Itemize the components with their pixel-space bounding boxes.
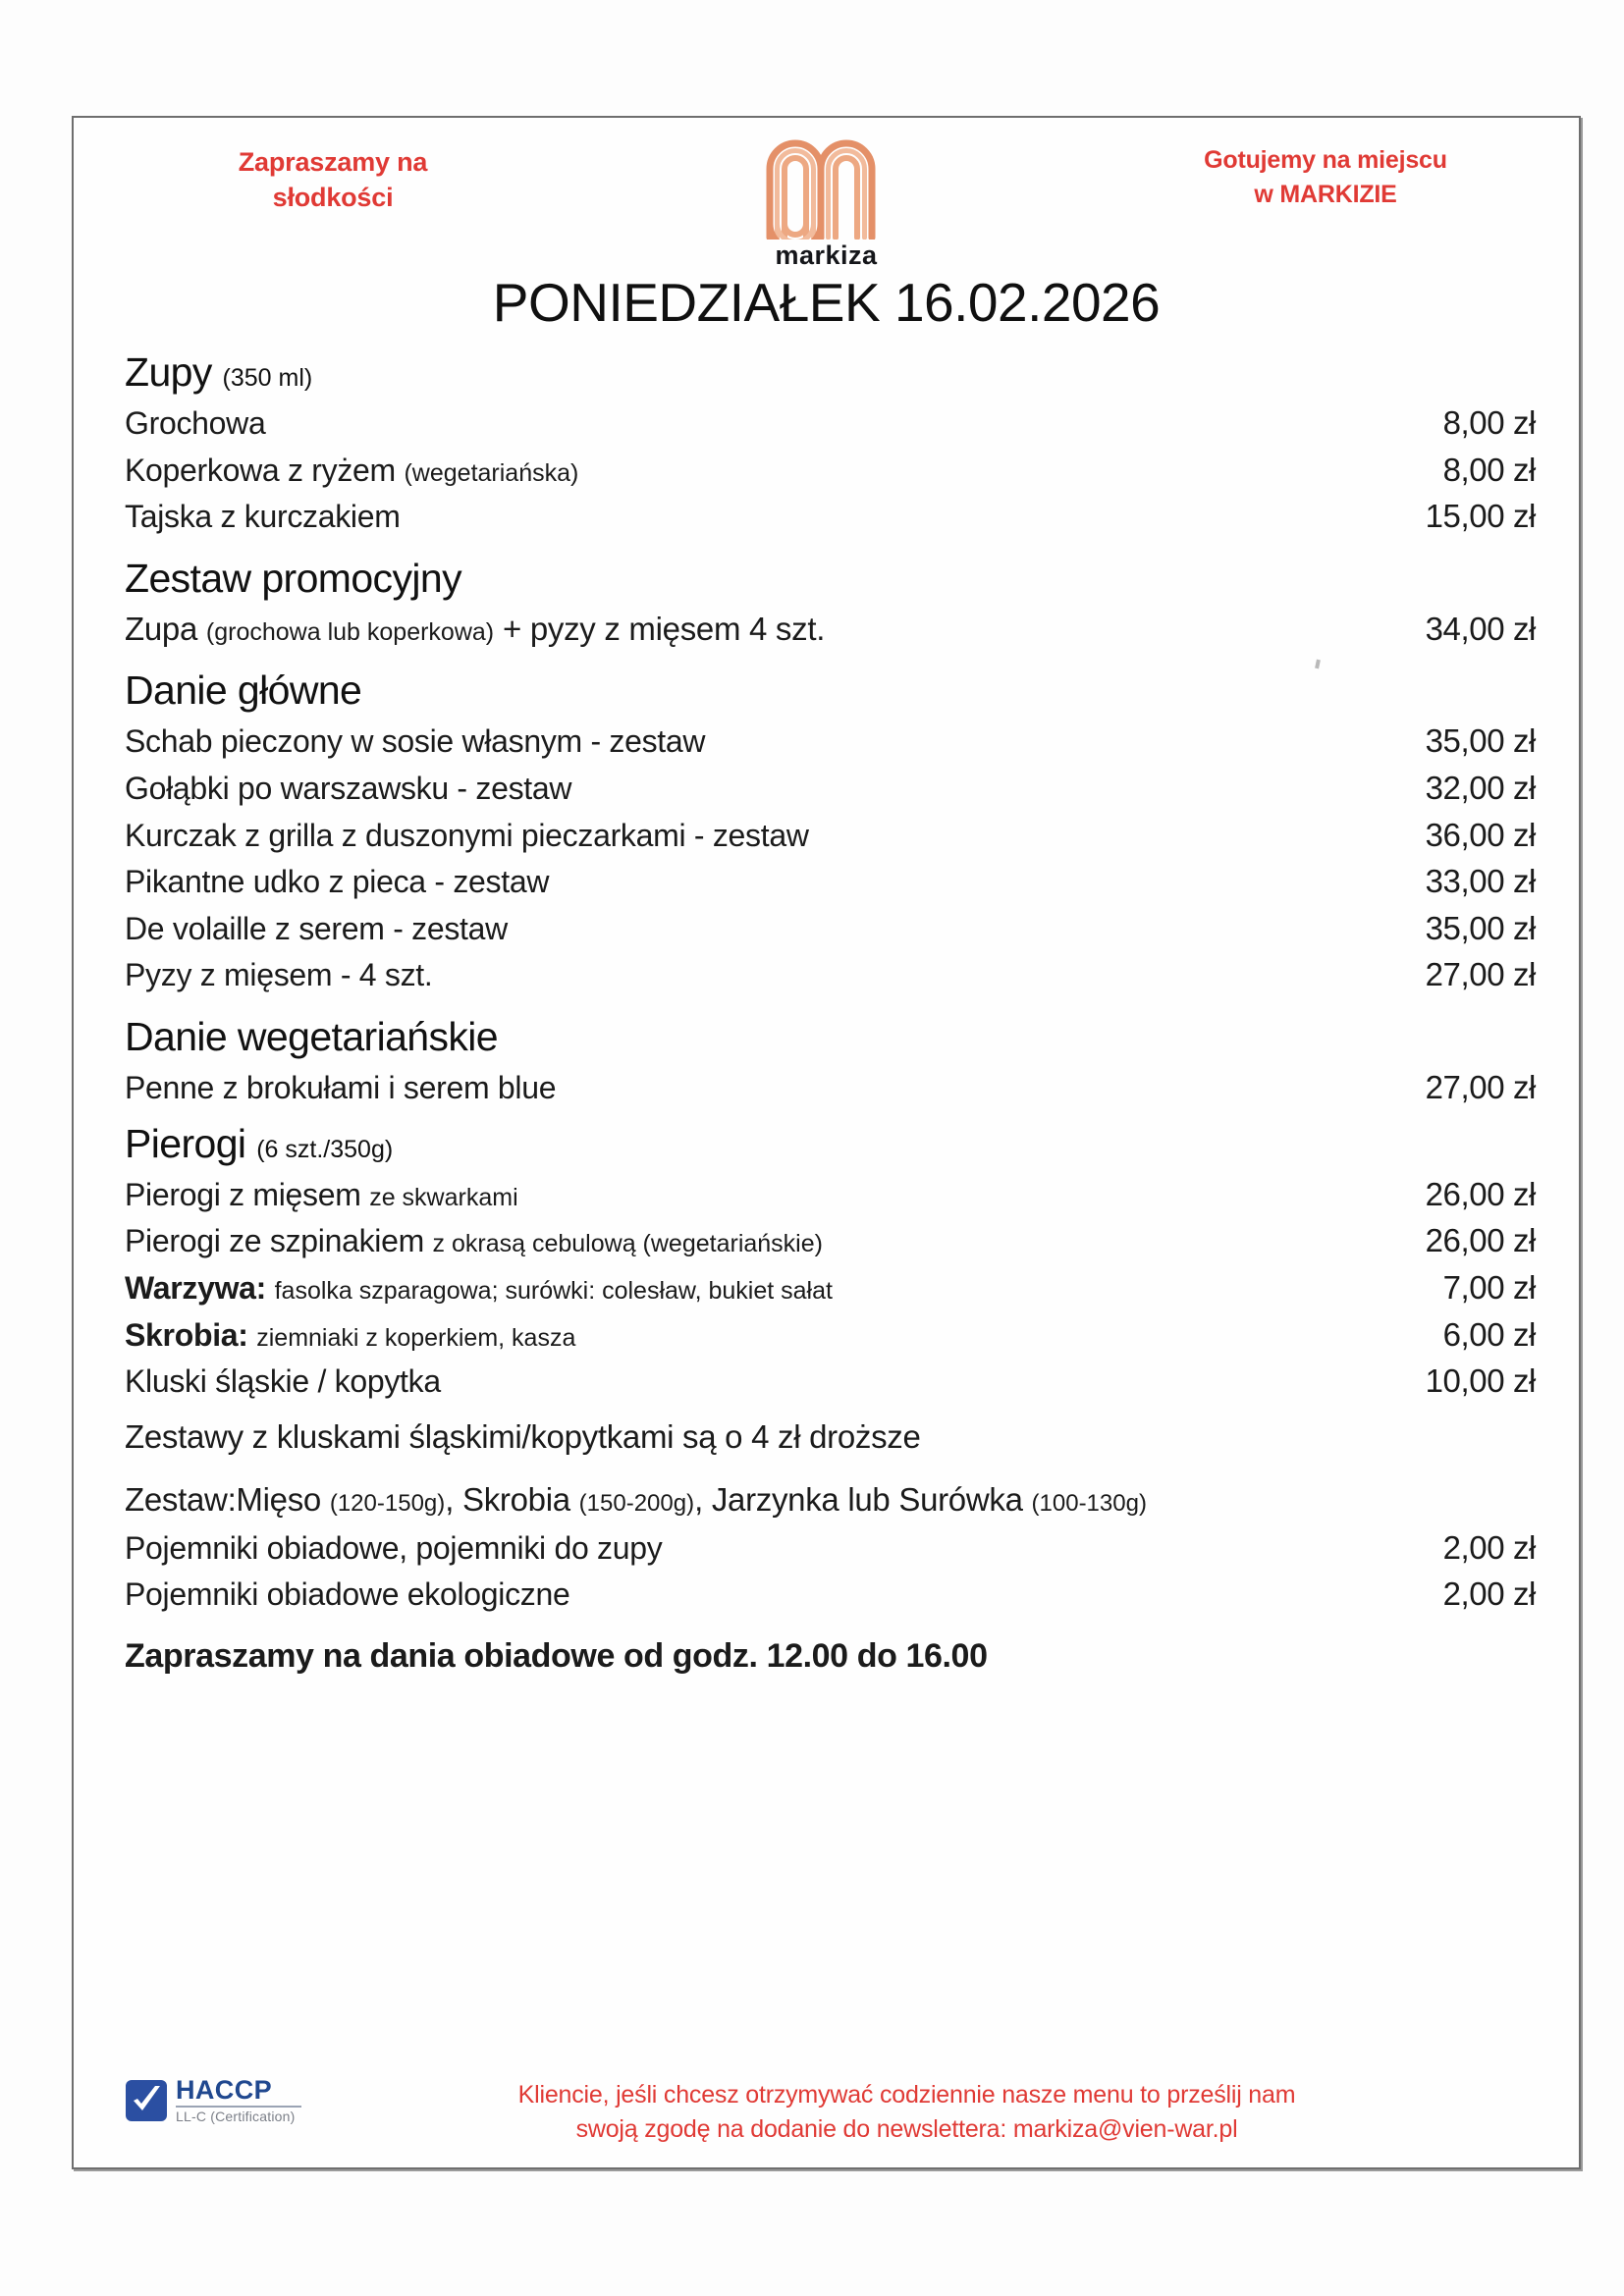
section-heading-pierogi: [125, 1121, 1542, 1167]
item-name-main: Pierogi z mięsem: [125, 1176, 361, 1212]
item-name-note: fasolka szparagowa; surówki: colesław, bukiet sałat: [274, 1276, 833, 1305]
haccp-title: HACCP: [176, 2075, 273, 2105]
menu-row: [125, 400, 1536, 447]
item-name-note: ze skwarkami: [369, 1183, 518, 1211]
item-name-tail: + pyzy z mięsem 4 szt.: [502, 610, 826, 647]
set-part-2: , Skrobia: [445, 1480, 570, 1518]
item-name: [125, 611, 1359, 648]
menu-row: [125, 858, 1536, 905]
section-title: Danie główne: [125, 667, 362, 714]
section-heading-zestaw-promocyjny: [125, 556, 1542, 602]
cooked-on-site-line1: Gotujemy na miejscu: [1204, 146, 1447, 174]
item-name: Kluski śląskie / kopytka: [125, 1363, 441, 1400]
surcharge-note: Zestawy z kluskami śląskimi/kopytkami są o 4 zł droższe: [125, 1417, 921, 1455]
item-name: Grochowa: [125, 405, 266, 441]
menu-row: [125, 1171, 1536, 1218]
cooked-on-site-note: [1149, 143, 1502, 211]
item-price: 10,00 zł: [1425, 1362, 1536, 1400]
menu-row: [125, 1064, 1536, 1111]
item-price: 8,00 zł: [1442, 451, 1536, 488]
item-name-label: Warzywa:: [125, 1269, 267, 1306]
item-name: Tajska z kurczakiem: [125, 499, 401, 535]
item-name: [125, 1177, 1359, 1212]
item-name: Schab pieczony w sosie własnym - zestaw: [125, 723, 706, 760]
item-name: Penne z brokułami i serem blue: [125, 1070, 557, 1106]
item-price: 26,00 zł: [1425, 1222, 1536, 1259]
item-price: 34,00 zł: [1425, 610, 1536, 647]
menu-footer: [111, 2074, 1542, 2146]
menu-row: [125, 718, 1536, 765]
menu-row: [125, 1524, 1536, 1572]
item-name-note: z okrasą cebulową (wegetariańskie): [432, 1230, 823, 1258]
opening-hours-note: Zapraszamy na dania obiadowe od godz. 12.00 do 16.00: [125, 1636, 988, 1675]
item-name: Gołąbki po warszawsku - zestaw: [125, 771, 572, 807]
set-weight-3: (100-130g): [1031, 1489, 1147, 1517]
menu-row: [125, 447, 1536, 494]
item-price: 6,00 zł: [1442, 1315, 1536, 1353]
item-price: 27,00 zł: [1425, 956, 1536, 993]
brand-name: markiza: [775, 240, 878, 270]
item-price: 26,00 zł: [1425, 1175, 1536, 1212]
menu-row: [125, 606, 1536, 653]
menu-row: [125, 812, 1536, 859]
menu-row: [125, 905, 1536, 952]
item-price: 2,00 zł: [1442, 1575, 1536, 1613]
item-price: 2,00 zł: [1442, 1528, 1536, 1566]
item-price: 35,00 zł: [1425, 909, 1536, 946]
item-price: 27,00 zł: [1425, 1069, 1536, 1106]
item-price: 8,00 zł: [1442, 404, 1536, 441]
section-heading-danie-wegetarianskie: [125, 1014, 1542, 1060]
menu-row: [125, 1358, 1536, 1405]
item-price: 36,00 zł: [1425, 816, 1536, 853]
brand-logo: [714, 130, 940, 271]
haccp-check-icon: [125, 2079, 168, 2122]
item-name: Kurczak z grilla z duszonymi pieczarkami - zestaw: [125, 817, 809, 853]
item-price: 7,00 zł: [1442, 1268, 1536, 1306]
menu-row: [125, 1571, 1536, 1618]
item-name: [125, 1317, 1359, 1353]
set-weight-1: (120-150g): [329, 1489, 446, 1517]
item-price: 32,00 zł: [1425, 770, 1536, 807]
promo-sweets-line2: słodkości: [272, 182, 394, 212]
section-title: Zupy: [125, 349, 212, 395]
section-qty: (6 szt./350g): [256, 1135, 394, 1163]
page-title: PONIEDZIAŁEK 16.02.2026: [492, 272, 1161, 333]
item-name: [125, 453, 1359, 488]
item-name-note: (grochowa lub koperkowa): [205, 617, 495, 646]
set-part-1: Zestaw:Mięso: [125, 1480, 321, 1518]
cooked-on-site-line2: w MARKIZIE: [1254, 180, 1397, 208]
haccp-divider: [176, 2106, 301, 2108]
item-name-main: Zupa: [125, 610, 198, 647]
item-name-main: Pierogi ze szpinakiem: [125, 1223, 424, 1259]
section-heading-zupy: [125, 349, 1542, 396]
item-name: [125, 1270, 1359, 1306]
item-price: 15,00 zł: [1425, 498, 1536, 535]
section-heading-danie-glowne: [125, 667, 1542, 714]
item-price: 33,00 zł: [1425, 863, 1536, 900]
menu-row: [125, 765, 1536, 812]
menu-row: [125, 1264, 1536, 1311]
item-name: Pojemniki obiadowe, pojemniki do zupy: [125, 1529, 663, 1566]
item-name: [125, 1223, 1359, 1258]
menu-header: [111, 118, 1542, 270]
haccp-badge: [111, 2076, 301, 2124]
section-title: Pierogi: [125, 1120, 246, 1166]
set-weight-2: (150-200g): [578, 1489, 695, 1517]
promo-sweets-note: [186, 145, 480, 215]
item-name: Pojemniki obiadowe ekologiczne: [125, 1576, 570, 1613]
item-name-label: Skrobia:: [125, 1316, 248, 1353]
menu-row: [125, 1311, 1536, 1359]
promo-sweets-line1: Zapraszamy na: [238, 147, 428, 177]
newsletter-note: [301, 2078, 1542, 2146]
item-name: De volaille z serem - zestaw: [125, 910, 508, 946]
item-name: Pyzy z mięsem - 4 szt.: [125, 957, 433, 993]
section-qty: (350 ml): [222, 364, 313, 392]
markiza-logo-icon: [758, 130, 895, 240]
haccp-text: [176, 2076, 301, 2124]
haccp-subtitle: LL-C (Certification): [176, 2109, 296, 2125]
item-name-note: ziemniaki z koperkiem, kasza: [256, 1323, 576, 1352]
menu-row: [125, 493, 1536, 540]
menu-row: [125, 951, 1536, 998]
set-composition-note: [125, 1481, 1536, 1519]
set-part-3: , Jarzynka lub Surówka: [694, 1480, 1023, 1518]
item-name: Pikantne udko z pieca - zestaw: [125, 864, 550, 900]
newsletter-line1: Kliencie, jeśli chcesz otrzymywać codziennie nasze menu to prześlij nam: [517, 2081, 1296, 2109]
menu-row: [125, 1217, 1536, 1264]
menu-sheet: [72, 116, 1581, 2169]
newsletter-line2: swoją zgodę na dodanie do newslettera: markiza@vien-war.pl: [575, 2114, 1238, 2143]
item-price: 35,00 zł: [1425, 722, 1536, 760]
item-name-note: (wegetariańska): [404, 458, 579, 487]
section-title: Zestaw promocyjny: [125, 555, 461, 601]
item-name-main: Koperkowa z ryżem: [125, 452, 396, 488]
section-title: Danie wegetariańskie: [125, 1014, 499, 1060]
